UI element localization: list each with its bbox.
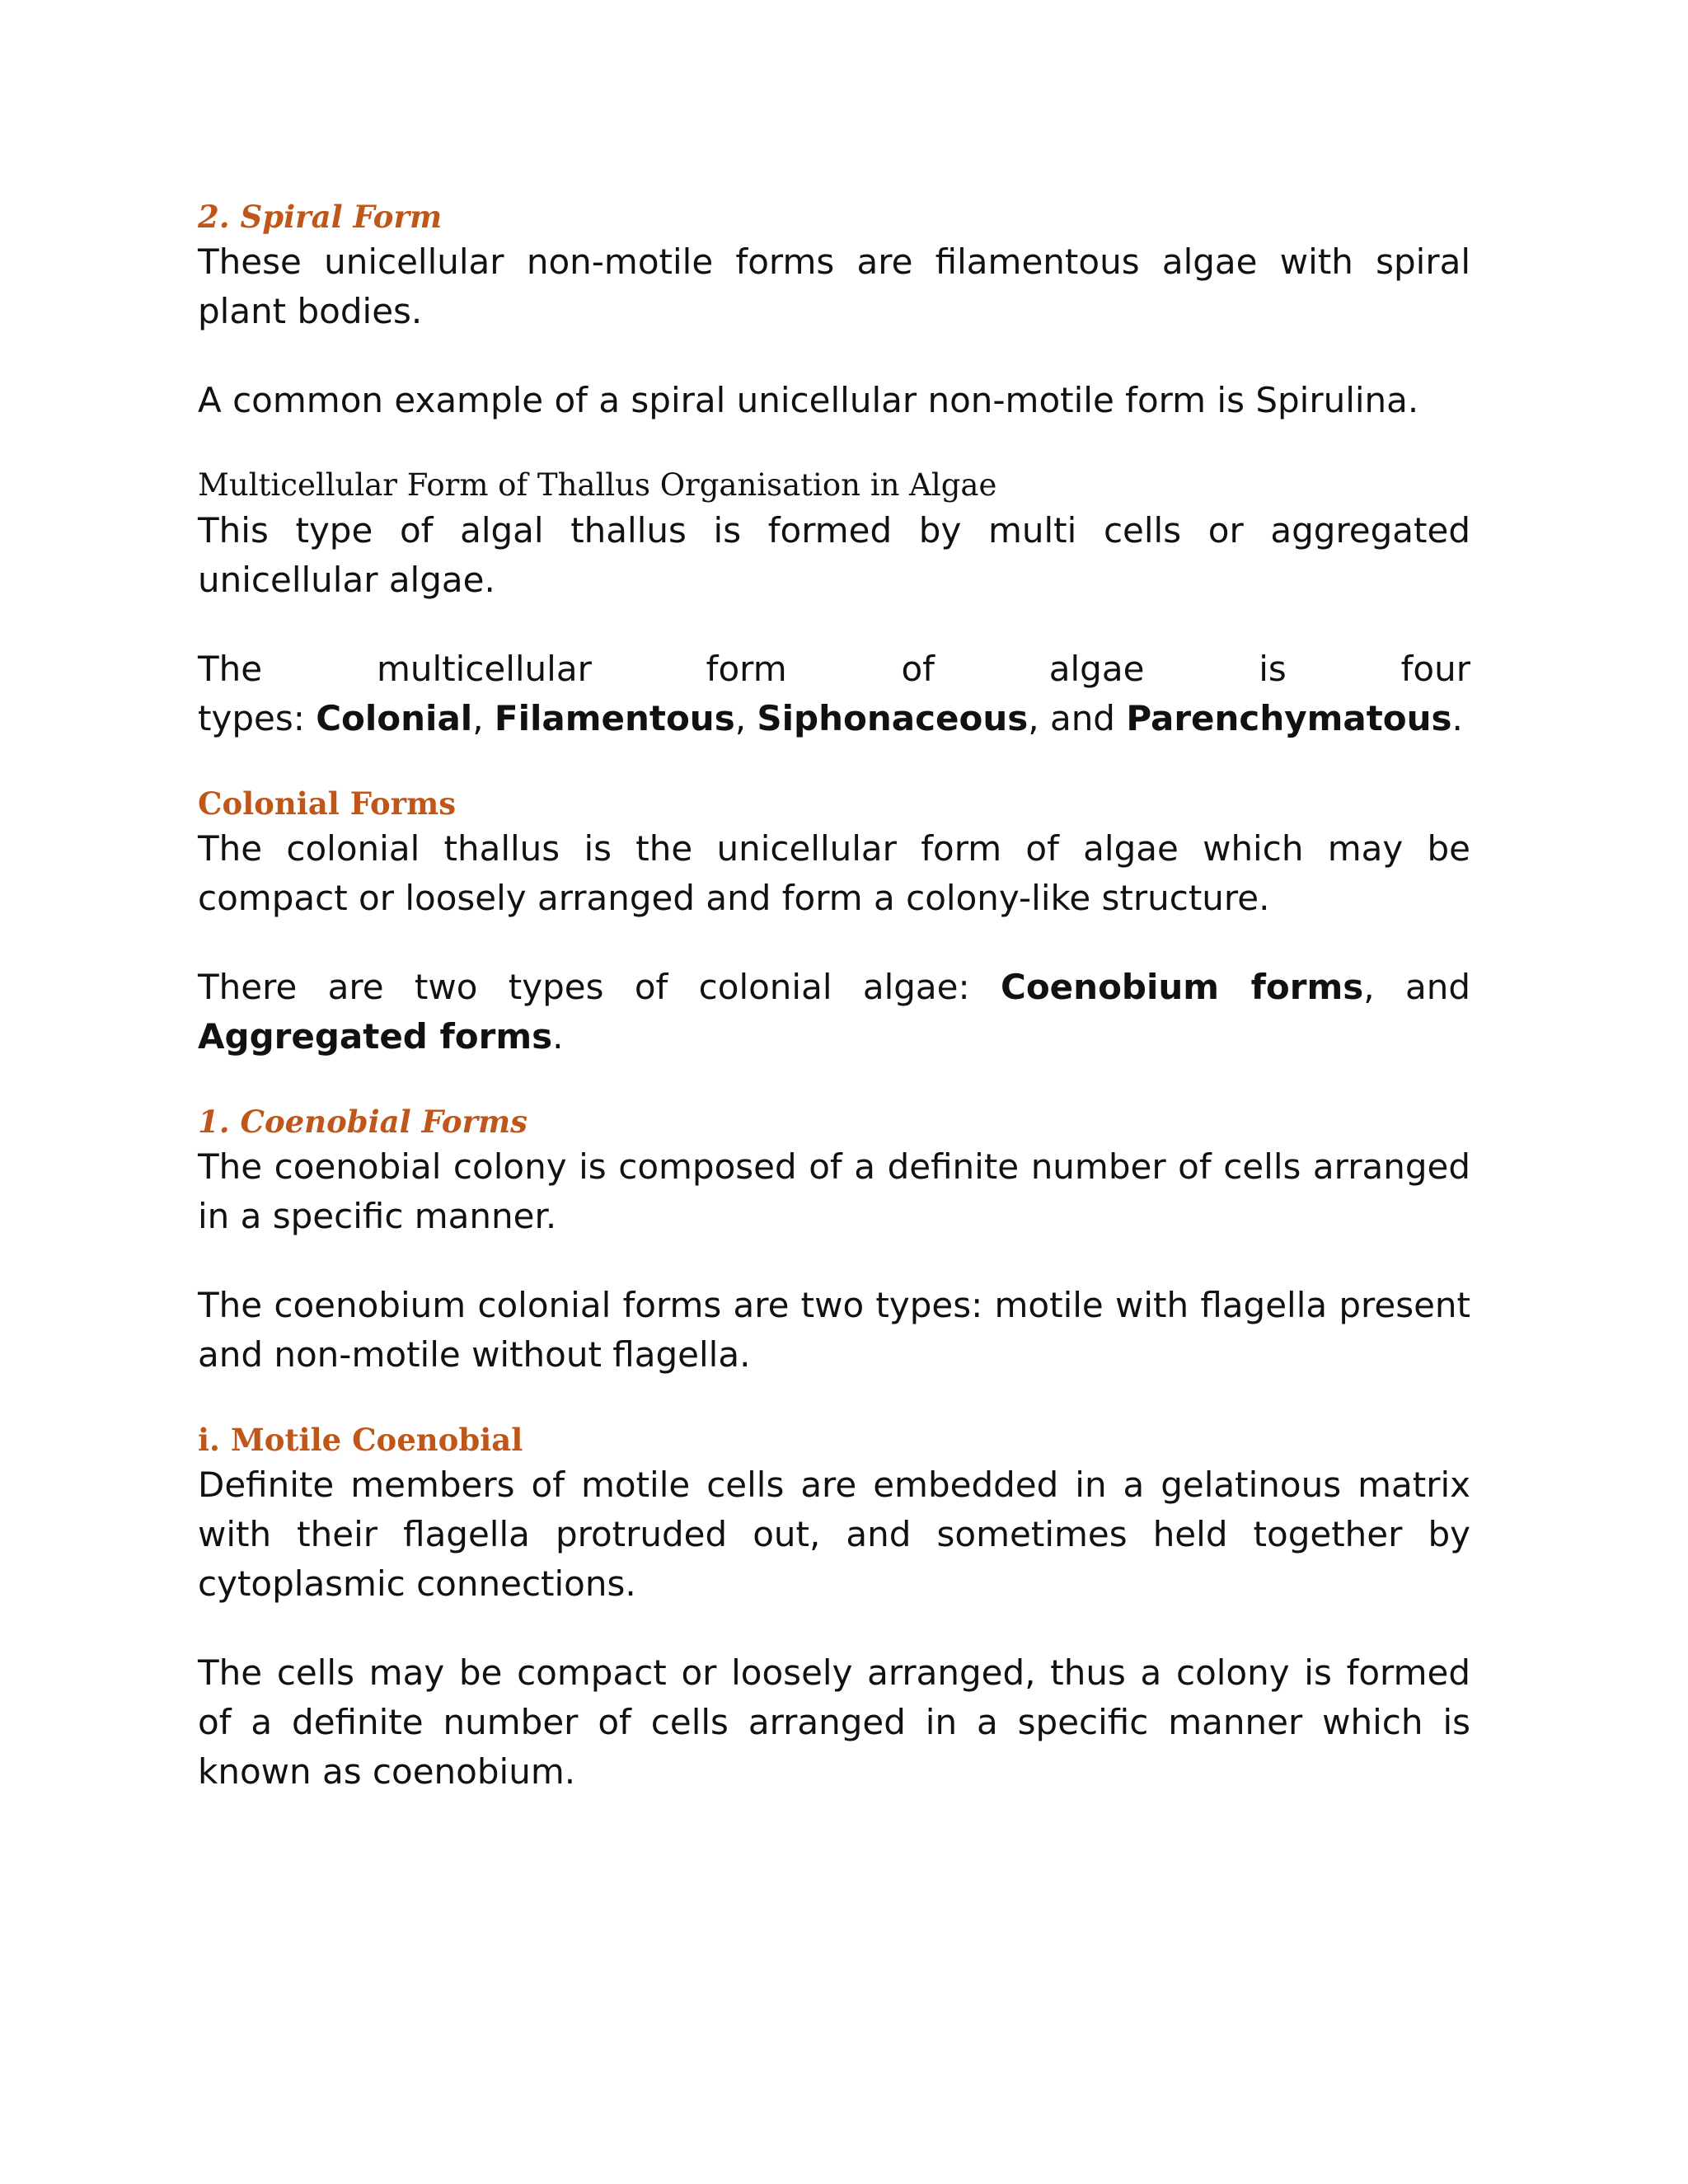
multicellular-paragraph-2-line-2 <box>198 694 1470 743</box>
type-parenchymatous: Parenchymatous <box>1126 698 1452 738</box>
colonial-types-end: . <box>552 1016 564 1057</box>
motile-paragraph-1: Definite members of motile cells are embedded in a gelatinous matrix with their flagella protruded out, and sometimes held together by cytoplasmic connections. <box>198 1465 1470 1604</box>
spiral-form-paragraph-2: A common example of a spiral unicellular non-motile form is Spirulina. <box>198 380 1419 420</box>
document-page <box>198 196 1470 1836</box>
types-end: . <box>1451 698 1463 738</box>
colonial-types-mid: , and <box>1363 967 1470 1007</box>
type-colonial: Colonial <box>316 698 473 738</box>
multicellular-paragraph-2-line-1: The multicellular form of algae is four <box>198 649 1470 689</box>
types-prefix: types: <box>198 698 316 738</box>
type-siphonaceous: Siphonaceous <box>757 698 1029 738</box>
spiral-form-paragraph-1: These unicellular non-motile forms are filamentous algae with spiral plant bodies. <box>198 241 1470 331</box>
type-aggregated-forms: Aggregated forms <box>198 1016 553 1057</box>
types-separator-2: , <box>734 698 757 738</box>
multicellular-paragraph-1: This type of algal thallus is formed by multi cells or aggregated unicellular algae. <box>198 510 1470 600</box>
type-filamentous: Filamentous <box>494 698 735 738</box>
coenobial-paragraph-2: The coenobium colonial forms are two types: motile with flagella present and non-motile without flagella. <box>198 1285 1470 1375</box>
coenobial-forms-heading: 1. Coenobial Forms <box>198 1104 528 1140</box>
types-separator-3: , and <box>1028 698 1127 738</box>
motile-coenobial-heading: i. Motile Coenobial <box>198 1422 523 1458</box>
spiral-form-heading: 2. Spiral Form <box>198 199 443 235</box>
colonial-paragraph-2 <box>198 963 1470 1062</box>
types-separator-1: , <box>472 698 495 738</box>
type-coenobium-forms: Coenobium forms <box>1001 967 1364 1007</box>
colonial-forms-heading: Colonial Forms <box>198 785 457 822</box>
motile-paragraph-2: The cells may be compact or loosely arranged, thus a colony is formed of a definite number of cells arranged in a specific manner which is known as coenobium. <box>198 1652 1470 1792</box>
colonial-types-prefix: There are two types of colonial algae: <box>198 967 1001 1007</box>
multicellular-heading: Multicellular Form of Thallus Organisation in Algae <box>198 467 997 503</box>
colonial-paragraph-1: The colonial thallus is the unicellular form of algae which may be compact or loosely arranged and form a colony-like structure. <box>198 828 1470 918</box>
coenobial-paragraph-1: The coenobial colony is composed of a definite number of cells arranged in a specific manner. <box>198 1146 1470 1236</box>
